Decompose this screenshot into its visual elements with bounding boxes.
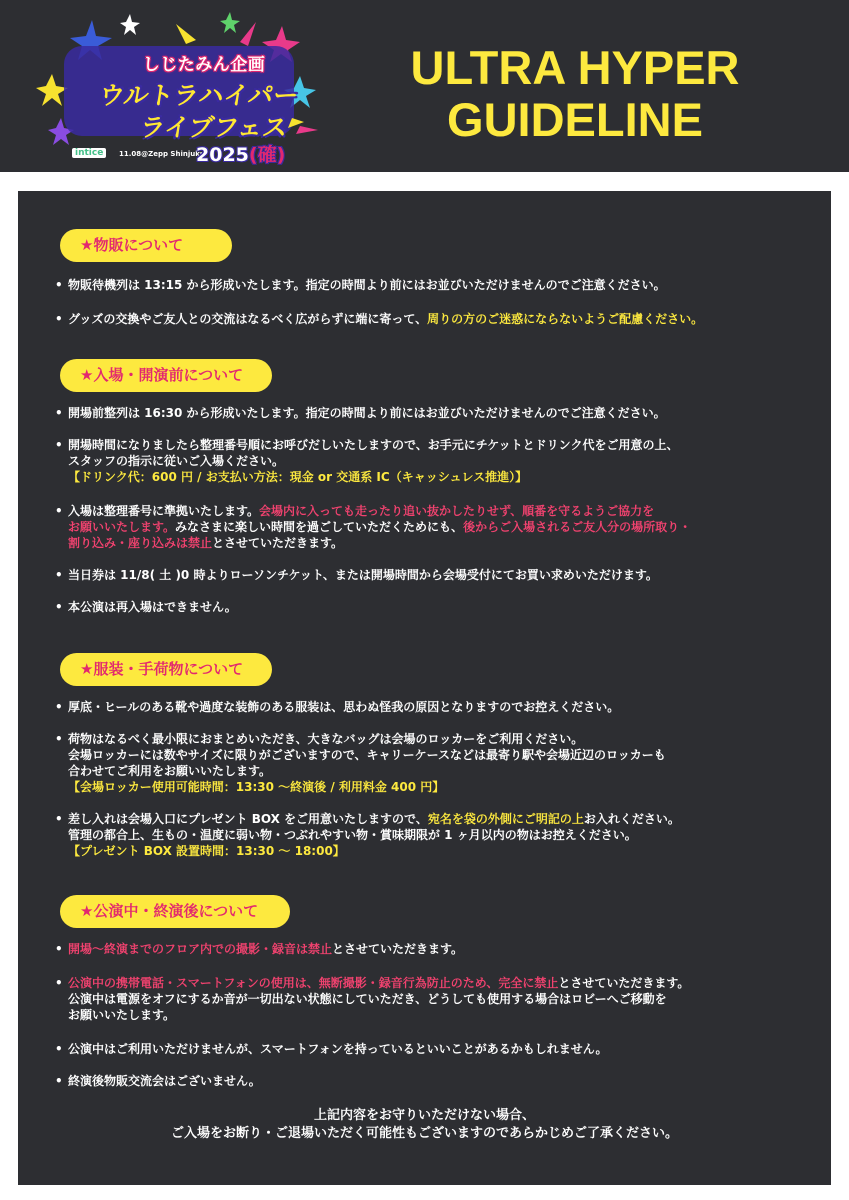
list-item bbox=[55, 731, 818, 795]
item-text: 荷物はなるべく最小限におまとめいただき、大きなバッグは会場のロッカーをご利用ください。 bbox=[68, 732, 584, 746]
list-item bbox=[55, 1073, 818, 1089]
item-highlight: 後からご入場されるご友人分の場所取り・ bbox=[463, 520, 692, 534]
item-text: 合わせてご利用をお願いいたします。 bbox=[68, 764, 272, 778]
header-banner bbox=[0, 0, 849, 172]
page-title-line1: ULTRA HYPER bbox=[410, 41, 740, 94]
guideline-panel bbox=[18, 191, 831, 1185]
bullet-icon: • bbox=[55, 700, 63, 714]
item-text: 厚底・ヒールのある靴や過度な装飾のある服装は、思わぬ怪我の原因となりますのでお控えください。 bbox=[68, 700, 620, 714]
item-highlight: 周りの方のご迷惑にならないようご配慮ください。 bbox=[427, 312, 704, 326]
logo-title-line1: しじたみん企画 bbox=[142, 55, 266, 75]
item-text: 当日券は 11/8( 土 )0 時よりローソンチケット、または開場時間から会場受付にてお買い求めいただけます。 bbox=[68, 568, 658, 582]
footer-line2: ご入場をお断り・ご退場いただく可能性もございますのであらかじめご了承ください。 bbox=[170, 1126, 678, 1141]
item-text: 入場は整理番号に準拠いたします。 bbox=[68, 504, 260, 518]
bullet-icon: • bbox=[55, 942, 63, 956]
bullet-icon: • bbox=[55, 1074, 63, 1088]
item-highlight: 会場内に入っても走ったり追い抜かしたりせず、順番を守るようご協力を bbox=[259, 504, 655, 518]
bullet-icon: • bbox=[55, 278, 63, 292]
item-text: 開場前整列は 16:30 から形成いたします。指定の時間より前にはお並びいただけませんのでご注意ください。 bbox=[68, 406, 666, 420]
logo-date-venue: 11.08@Zepp Shinjuku bbox=[119, 150, 205, 158]
list-item bbox=[55, 699, 818, 715]
item-highlight: お願いいたします。 bbox=[68, 520, 176, 534]
item-text: 物販待機列は 13:15 から形成いたします。指定の時間より前にはお並びいただけませんのでご注意ください。 bbox=[68, 278, 666, 292]
list-item bbox=[55, 277, 818, 293]
item-text: 管理の都合上、生もの・温度に弱い物・つぶれやすい物・賞味期限が 1 ヶ月以内の物はお控えください。 bbox=[68, 828, 637, 842]
bullet-icon: • bbox=[55, 438, 63, 452]
section-title-entry: ★入場・開演前について bbox=[60, 359, 272, 392]
bullet-icon: • bbox=[55, 600, 63, 614]
page-title bbox=[365, 42, 785, 146]
item-text: スタッフの指示に従いご入場ください。 bbox=[68, 454, 285, 468]
section-title-attire: ★服装・手荷物について bbox=[60, 653, 272, 686]
item-highlight: 割り込み・座り込みは禁止 bbox=[68, 536, 213, 550]
item-text: 開場時間になりましたら整理番号順にお呼びだしいたしますので、お手元にチケットとドリンク代をご用意の上、 bbox=[68, 438, 679, 452]
present-box-info: 【プレゼント BOX 設置時間：13:30 ～ 18:00】 bbox=[68, 844, 345, 858]
section-title-merch: ★物販について bbox=[60, 229, 232, 262]
item-text: とさせていただきます。 bbox=[212, 536, 344, 550]
page-title-line2: GUIDELINE bbox=[447, 93, 703, 146]
footer-note bbox=[18, 1107, 831, 1143]
item-text: 終演後物販交流会はございません。 bbox=[68, 1074, 261, 1088]
logo-year-number: 2025 bbox=[196, 144, 249, 166]
list-item bbox=[55, 567, 818, 583]
item-text: とさせていただきます。 bbox=[558, 976, 690, 990]
list-item bbox=[55, 311, 818, 327]
drink-info: 【ドリンク代：600 円 / お支払い方法：現金 or 交通系 IC（キャッシュレス推進）】 bbox=[68, 470, 528, 484]
item-text: お入れください。 bbox=[583, 812, 680, 826]
item-text: みなさまに楽しい時間を過ごしていただくためにも、 bbox=[175, 520, 464, 534]
list-item bbox=[55, 811, 818, 859]
bullet-icon: • bbox=[55, 812, 63, 826]
bullet-icon: • bbox=[55, 1042, 63, 1056]
sponsor-logo: intice bbox=[72, 148, 106, 158]
bullet-icon: • bbox=[55, 312, 63, 326]
list-item bbox=[55, 599, 818, 615]
item-text: 公演中は電源をオフにするか音が一切出ない状態にしていただき、どうしても使用する場合はロビーへご移動を bbox=[68, 992, 667, 1006]
list-item bbox=[55, 975, 818, 1023]
locker-info: 【会場ロッカー使用可能時間：13:30 ～終演後 / 利用料金 400 円】 bbox=[68, 780, 445, 794]
divider bbox=[0, 172, 849, 192]
item-text: とさせていただきます。 bbox=[332, 942, 464, 956]
footer-line1: 上記内容をお守りいただけない場合、 bbox=[313, 1108, 535, 1123]
list-item bbox=[55, 1041, 818, 1057]
item-text: 本公演は再入場はできません。 bbox=[68, 600, 237, 614]
logo-year bbox=[196, 140, 285, 167]
list-item bbox=[55, 437, 818, 485]
item-text: 公演中はご利用いただけませんが、スマートフォンを持っているといいことがあるかもしれません。 bbox=[68, 1042, 608, 1056]
item-highlight: 開場～終演までのフロア内での撮影・録音は禁止 bbox=[68, 942, 333, 956]
bullet-icon: • bbox=[55, 406, 63, 420]
logo-title-line2: ウルトラハイパー bbox=[97, 81, 301, 110]
logo-year-suffix: (確) bbox=[248, 144, 286, 166]
item-highlight: 宛名を袋の外側にご明記の上 bbox=[427, 812, 584, 826]
logo-title-line3: ライブフェス bbox=[138, 113, 290, 142]
item-text: グッズの交換やご友人との交流はなるべく広がらずに端に寄って、 bbox=[68, 312, 428, 326]
item-text: 会場ロッカーには数やサイズに限りがございますので、キャリーケースなどは最寄り駅や会場近辺のロッカーも bbox=[68, 748, 666, 762]
bullet-icon: • bbox=[55, 732, 63, 746]
item-highlight: 公演中の携帯電話・スマートフォンの使用は、無断撮影・録音行為防止のため、完全に禁止 bbox=[68, 976, 559, 990]
list-item bbox=[55, 503, 818, 551]
item-text: 差し入れは会場入口にプレゼント BOX をご用意いたしますので、 bbox=[68, 812, 428, 826]
bullet-icon: • bbox=[55, 568, 63, 582]
bullet-icon: • bbox=[55, 504, 63, 518]
event-logo bbox=[26, 10, 326, 166]
list-item bbox=[55, 405, 818, 421]
list-item bbox=[55, 941, 818, 957]
item-text: お願いいたします。 bbox=[68, 1008, 176, 1022]
section-title-performance: ★公演中・終演後について bbox=[60, 895, 290, 928]
bullet-icon: • bbox=[55, 976, 63, 990]
